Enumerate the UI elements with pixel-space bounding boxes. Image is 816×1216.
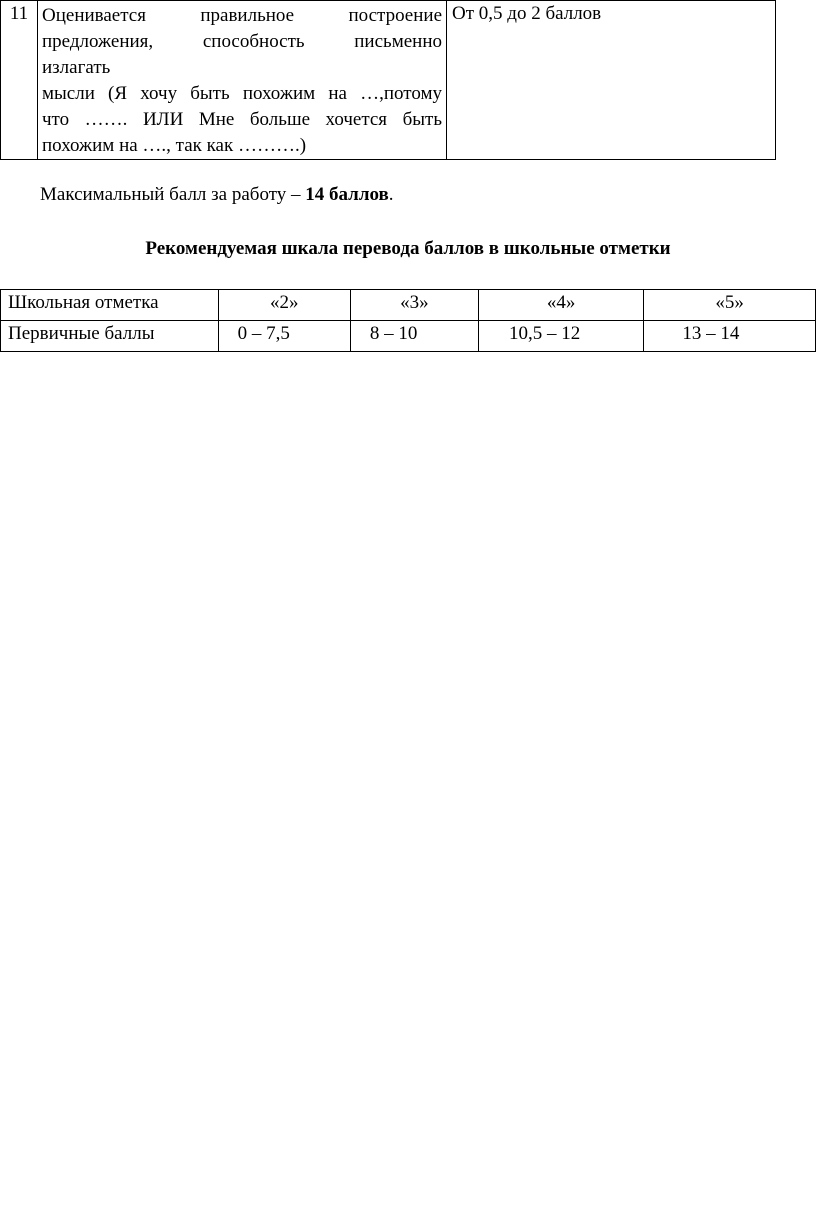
description-line-6: похожим на …., так как ……….) (42, 135, 307, 156)
grade-row (1, 290, 816, 321)
grade-scale-table (0, 289, 816, 352)
points-grade-4: 10,5 – 12 (478, 321, 643, 352)
max-score-prefix: Максимальный балл за работу – (40, 184, 306, 205)
scale-title: Рекомендуемая шкала перевода баллов в школьные отметки (145, 238, 671, 259)
description-line-3: излагать (42, 57, 111, 78)
criteria-number: 11 (1, 1, 38, 160)
max-score-suffix: . (388, 184, 394, 205)
criteria-description (38, 1, 447, 160)
criteria-score: От 0,5 до 2 баллов (447, 1, 776, 160)
description-line-2: предложения, способность письменно (42, 31, 442, 52)
max-score-text (40, 184, 394, 206)
points-grade-5: 13 – 14 (644, 321, 816, 352)
points-row (1, 321, 816, 352)
points-grade-3: 8 – 10 (350, 321, 478, 352)
description-line-4: мысли (Я хочу быть похожим на …,потому (42, 83, 442, 104)
grade-4: «4» (478, 290, 643, 321)
max-score-value: 14 баллов (305, 184, 389, 205)
description-line-5: что ……. ИЛИ Мне больше хочется быть (42, 109, 442, 130)
grade-5: «5» (644, 290, 816, 321)
criteria-row (1, 1, 776, 160)
grade-label: Школьная отметка (1, 290, 219, 321)
criteria-table (0, 0, 776, 160)
grade-3: «3» (350, 290, 478, 321)
grade-2: «2» (218, 290, 350, 321)
description-line-1: Оценивается правильное построение (42, 5, 442, 26)
points-label: Первичные баллы (1, 321, 219, 352)
points-grade-2: 0 – 7,5 (218, 321, 350, 352)
